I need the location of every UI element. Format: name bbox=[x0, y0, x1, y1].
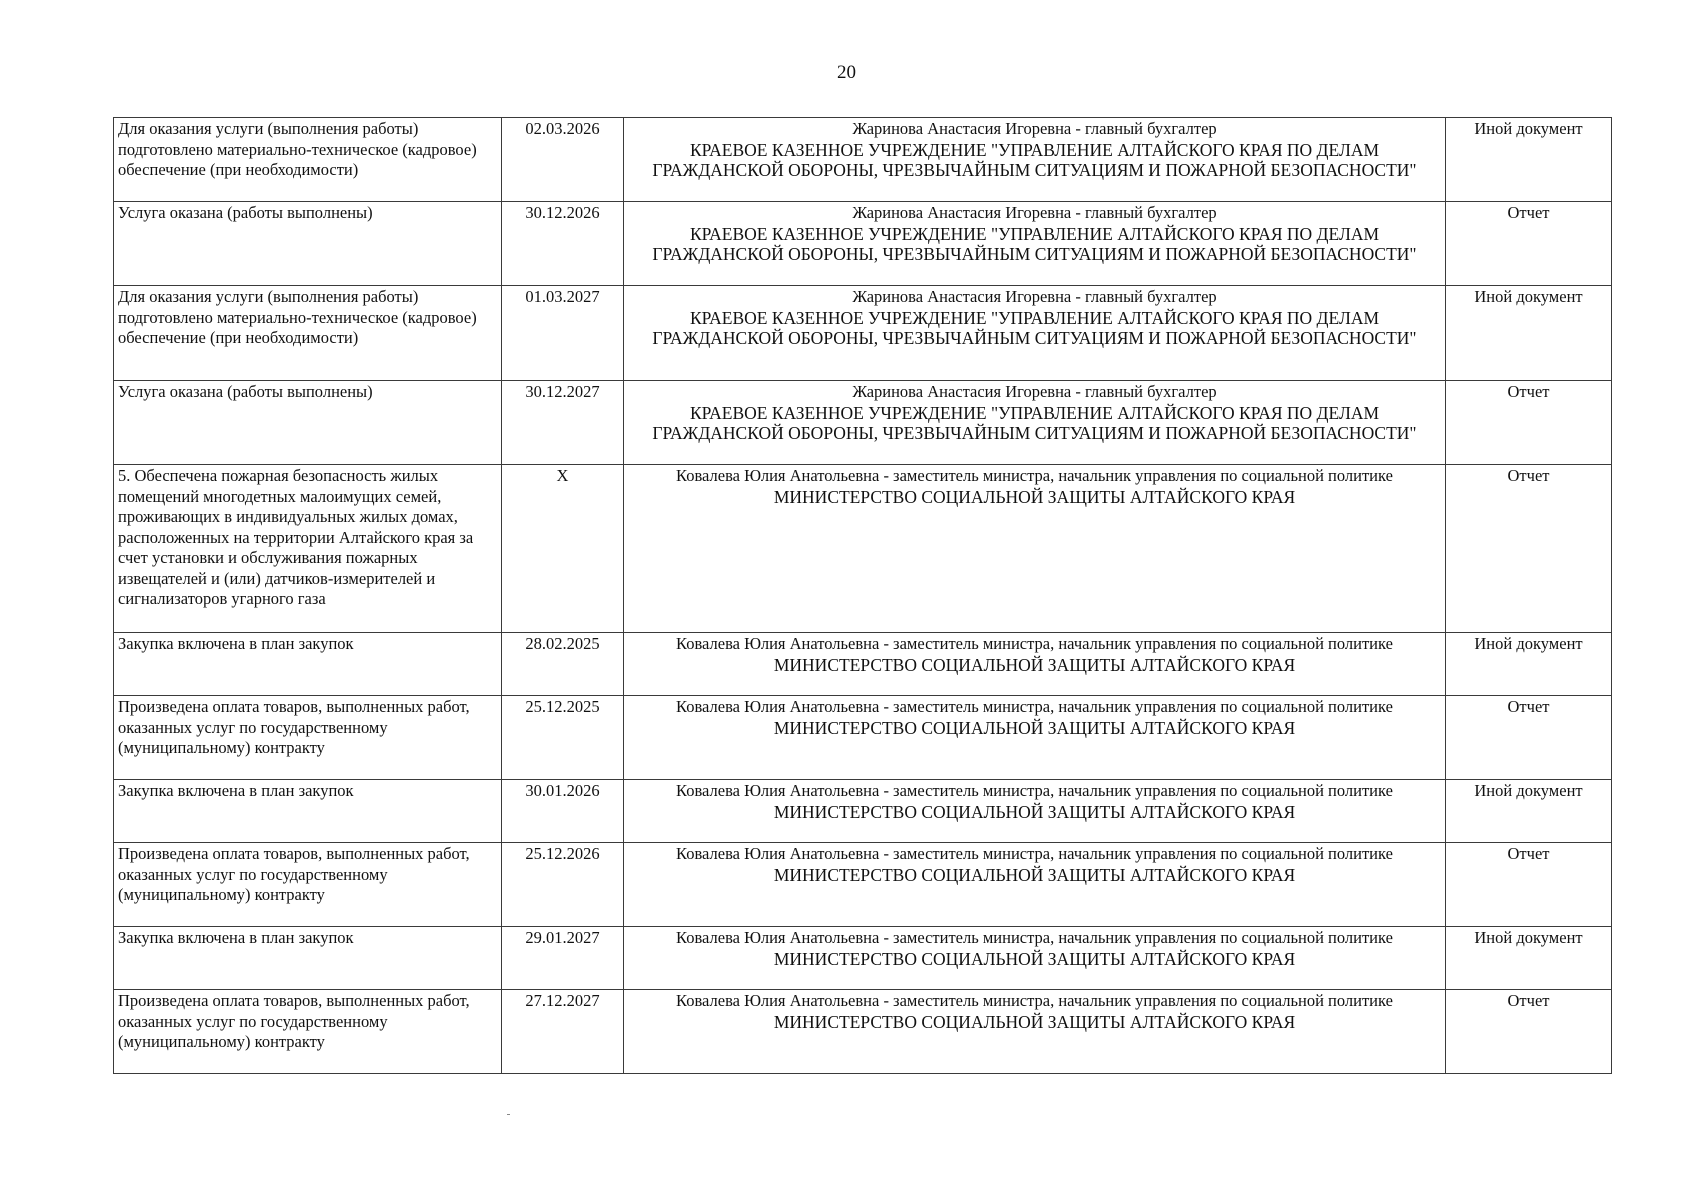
responsible-organization: КРАЕВОЕ КАЗЕННОЕ УЧРЕЖДЕНИЕ "УПРАВЛЕНИЕ АЛТАЙСКОГО КРАЯ ПО ДЕЛАМ ГРАЖДАНСКОЙ ОБОРОНЫ, ЧРЕЗВЫЧАЙНЫМ СИТУАЦИЯМ И ПОЖАРНОЙ БЕЗОПАСНОСТИ" bbox=[652, 307, 1417, 348]
event-cell: Закупка включена в план закупок bbox=[114, 780, 502, 843]
event-cell: Закупка включена в план закупок bbox=[114, 927, 502, 990]
event-cell: Для оказания услуги (выполнения работы) подготовлено материально-техническое (кадровое) обеспечение (при необходимости) bbox=[114, 286, 502, 381]
responsible-cell bbox=[624, 118, 1446, 202]
table-row bbox=[114, 633, 1612, 696]
responsible-cell bbox=[624, 843, 1446, 927]
date-cell: 02.03.2026 bbox=[502, 118, 624, 202]
table-row bbox=[114, 990, 1612, 1074]
document-type-cell: Иной документ bbox=[1446, 780, 1612, 843]
date-cell: 25.12.2026 bbox=[502, 843, 624, 927]
event-cell: 5. Обеспечена пожарная безопасность жилых помещений многодетных малоимущих семей, проживающих в индивидуальных жилых домах, расположенных на территории Алтайского края за счет установки и обслуживания пожарных извещателей и (или) датчиков-измерителей и сигнализаторов угарного газа bbox=[114, 465, 502, 633]
responsible-organization: КРАЕВОЕ КАЗЕННОЕ УЧРЕЖДЕНИЕ "УПРАВЛЕНИЕ АЛТАЙСКОГО КРАЯ ПО ДЕЛАМ ГРАЖДАНСКОЙ ОБОРОНЫ, ЧРЕЗВЫЧАЙНЫМ СИТУАЦИЯМ И ПОЖАРНОЙ БЕЗОПАСНОСТИ" bbox=[652, 139, 1417, 180]
responsible-organization: МИНИСТЕРСТВО СОЦИАЛЬНОЙ ЗАЩИТЫ АЛТАЙСКОГО КРАЯ bbox=[773, 1011, 1296, 1032]
event-cell: Произведена оплата товаров, выполненных работ, оказанных услуг по государственному (муниципальному) контракту bbox=[114, 843, 502, 927]
responsible-organization: МИНИСТЕРСТВО СОЦИАЛЬНОЙ ЗАЩИТЫ АЛТАЙСКОГО КРАЯ bbox=[773, 864, 1296, 885]
responsible-person: Ковалева Юлия Анатольевна - заместитель министра, начальник управления по социальной политике bbox=[676, 928, 1393, 947]
control-points-table bbox=[113, 117, 1612, 1074]
responsible-organization: КРАЕВОЕ КАЗЕННОЕ УЧРЕЖДЕНИЕ "УПРАВЛЕНИЕ АЛТАЙСКОГО КРАЯ ПО ДЕЛАМ ГРАЖДАНСКОЙ ОБОРОНЫ, ЧРЕЗВЫЧАЙНЫМ СИТУАЦИЯМ И ПОЖАРНОЙ БЕЗОПАСНОСТИ" bbox=[652, 402, 1417, 443]
document-type-cell: Отчет bbox=[1446, 465, 1612, 633]
responsible-cell bbox=[624, 381, 1446, 465]
event-cell: Услуга оказана (работы выполнены) bbox=[114, 202, 502, 286]
responsible-cell bbox=[624, 465, 1446, 633]
document-type-cell: Отчет bbox=[1446, 843, 1612, 927]
responsible-cell bbox=[624, 927, 1446, 990]
responsible-cell bbox=[624, 202, 1446, 286]
responsible-person: Жаринова Анастасия Игоревна - главный бухгалтер bbox=[852, 203, 1217, 222]
date-cell: X bbox=[502, 465, 624, 633]
document-type-cell: Иной документ bbox=[1446, 286, 1612, 381]
responsible-organization: МИНИСТЕРСТВО СОЦИАЛЬНОЙ ЗАЩИТЫ АЛТАЙСКОГО КРАЯ bbox=[773, 486, 1296, 507]
document-type-cell: Отчет bbox=[1446, 696, 1612, 780]
event-cell: Произведена оплата товаров, выполненных работ, оказанных услуг по государственному (муниципальному) контракту bbox=[114, 696, 502, 780]
table-row bbox=[114, 465, 1612, 633]
responsible-person: Ковалева Юлия Анатольевна - заместитель министра, начальник управления по социальной политике bbox=[676, 466, 1393, 485]
date-cell: 28.02.2025 bbox=[502, 633, 624, 696]
document-type-cell: Иной документ bbox=[1446, 118, 1612, 202]
responsible-person: Ковалева Юлия Анатольевна - заместитель министра, начальник управления по социальной политике bbox=[676, 781, 1393, 800]
event-cell: Закупка включена в план закупок bbox=[114, 633, 502, 696]
responsible-cell bbox=[624, 286, 1446, 381]
responsible-organization: МИНИСТЕРСТВО СОЦИАЛЬНОЙ ЗАЩИТЫ АЛТАЙСКОГО КРАЯ bbox=[773, 948, 1296, 969]
responsible-person: Ковалева Юлия Анатольевна - заместитель министра, начальник управления по социальной политике bbox=[676, 844, 1393, 863]
responsible-cell bbox=[624, 633, 1446, 696]
table-row bbox=[114, 780, 1612, 843]
responsible-organization: МИНИСТЕРСТВО СОЦИАЛЬНОЙ ЗАЩИТЫ АЛТАЙСКОГО КРАЯ bbox=[773, 717, 1296, 738]
date-cell: 29.01.2027 bbox=[502, 927, 624, 990]
date-cell: 01.03.2027 bbox=[502, 286, 624, 381]
responsible-cell bbox=[624, 780, 1446, 843]
table-row bbox=[114, 927, 1612, 990]
table-row bbox=[114, 696, 1612, 780]
document-type-cell: Отчет bbox=[1446, 381, 1612, 465]
date-cell: 30.01.2026 bbox=[502, 780, 624, 843]
event-cell: Услуга оказана (работы выполнены) bbox=[114, 381, 502, 465]
document-type-cell: Иной документ bbox=[1446, 927, 1612, 990]
responsible-organization: МИНИСТЕРСТВО СОЦИАЛЬНОЙ ЗАЩИТЫ АЛТАЙСКОГО КРАЯ bbox=[773, 654, 1296, 675]
page-number: 20 bbox=[837, 62, 856, 83]
date-cell: 25.12.2025 bbox=[502, 696, 624, 780]
scan-speck bbox=[507, 1114, 510, 1115]
date-cell: 30.12.2026 bbox=[502, 202, 624, 286]
table-row bbox=[114, 118, 1612, 202]
responsible-person: Ковалева Юлия Анатольевна - заместитель министра, начальник управления по социальной политике bbox=[676, 697, 1393, 716]
date-cell: 27.12.2027 bbox=[502, 990, 624, 1074]
document-type-cell: Иной документ bbox=[1446, 633, 1612, 696]
table-row bbox=[114, 381, 1612, 465]
responsible-person: Жаринова Анастасия Игоревна - главный бухгалтер bbox=[852, 119, 1217, 138]
responsible-cell bbox=[624, 990, 1446, 1074]
table-row bbox=[114, 286, 1612, 381]
document-type-cell: Отчет bbox=[1446, 202, 1612, 286]
responsible-organization: МИНИСТЕРСТВО СОЦИАЛЬНОЙ ЗАЩИТЫ АЛТАЙСКОГО КРАЯ bbox=[773, 801, 1296, 822]
responsible-person: Ковалева Юлия Анатольевна - заместитель министра, начальник управления по социальной политике bbox=[676, 991, 1393, 1010]
responsible-cell bbox=[624, 696, 1446, 780]
responsible-person: Жаринова Анастасия Игоревна - главный бухгалтер bbox=[852, 382, 1217, 401]
event-cell: Произведена оплата товаров, выполненных работ, оказанных услуг по государственному (муниципальному) контракту bbox=[114, 990, 502, 1074]
date-cell: 30.12.2027 bbox=[502, 381, 624, 465]
responsible-person: Жаринова Анастасия Игоревна - главный бухгалтер bbox=[852, 287, 1217, 306]
document-type-cell: Отчет bbox=[1446, 990, 1612, 1074]
table-row bbox=[114, 843, 1612, 927]
table-row bbox=[114, 202, 1612, 286]
event-cell: Для оказания услуги (выполнения работы) подготовлено материально-техническое (кадровое) обеспечение (при необходимости) bbox=[114, 118, 502, 202]
responsible-organization: КРАЕВОЕ КАЗЕННОЕ УЧРЕЖДЕНИЕ "УПРАВЛЕНИЕ АЛТАЙСКОГО КРАЯ ПО ДЕЛАМ ГРАЖДАНСКОЙ ОБОРОНЫ, ЧРЕЗВЫЧАЙНЫМ СИТУАЦИЯМ И ПОЖАРНОЙ БЕЗОПАСНОСТИ" bbox=[652, 223, 1417, 264]
responsible-person: Ковалева Юлия Анатольевна - заместитель министра, начальник управления по социальной политике bbox=[676, 634, 1393, 653]
